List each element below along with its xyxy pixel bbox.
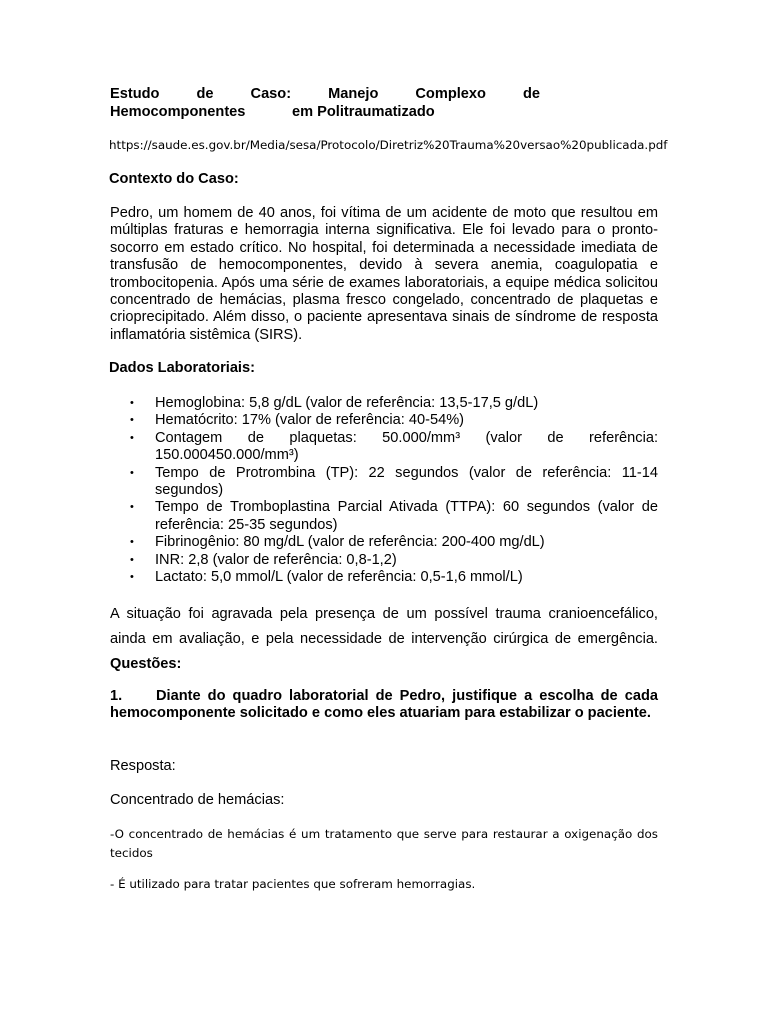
question-number: 1. [110, 688, 123, 704]
list-item [110, 465, 658, 500]
context-paragraph: Pedro, um homem de 40 anos, foi vítima de um acidente de moto que resultou em múltiplas fraturas e hemorragia interna significativa. Ele foi levado para o pronto-socorro em estado crítico. No hospital, foi determinada a necessidade imediata de transfusão de hemocomponentes, devido à severa anemia, coagulopatia e trombocitopenia. Após uma série de exames laboratoriais, a equipe médica solicitou concentrado de hemácias, plasma fresco congelado, concentrado de plaquetas e crioprecipitado. Além disso, o paciente apresentava sinais de síndrome de resposta inflamatória sistêmica (SIRS). [110, 205, 658, 343]
list-item [110, 552, 658, 569]
title-word: Estudo [110, 86, 160, 102]
title-line-2 [110, 104, 450, 122]
answer-note-2: - É utilizado para tratar pacientes que sofreram hemorragias. [110, 877, 476, 891]
title-word: Hemocomponentes [110, 103, 246, 120]
list-item-text: Hemoglobina: 5,8 g/dL (valor de referência: 13,5-17,5 g/dL) [155, 395, 539, 411]
title-word: Manejo [328, 86, 379, 102]
list-item [110, 395, 658, 412]
list-item-text: Contagem de plaquetas: 50.000/mm³ (valor de referência: 150.000450.000/mm³) [155, 429, 658, 464]
title-word: de [522, 86, 540, 102]
list-item [110, 412, 658, 429]
bullet-icon: • [130, 431, 134, 444]
title-line-1 [110, 86, 540, 104]
list-item [110, 534, 658, 551]
title-word: Caso: [250, 86, 292, 102]
list-item-text: INR: 2,8 (valor de referência: 0,8-1,2) [155, 551, 397, 568]
situation-paragraph [110, 602, 658, 677]
title-word: de [196, 86, 214, 102]
bullet-icon: • [130, 466, 134, 479]
bullet-icon: • [130, 501, 134, 514]
list-item [110, 569, 658, 586]
question-1 [110, 688, 658, 723]
bullet-icon: • [130, 571, 134, 584]
title-word: em Politraumatizado [292, 103, 435, 120]
bullet-icon: • [130, 553, 134, 566]
list-item-text: Lactato: 5,0 mmol/L (valor de referência: 0,5-1,6 mmol/L) [155, 569, 523, 586]
title-word: Complexo [415, 86, 486, 102]
list-item [110, 499, 658, 534]
lab-results-list [110, 395, 658, 586]
lab-heading: Dados Laboratoriais: [109, 360, 255, 376]
question-text: Diante do quadro laboratorial de Pedro, justifique a escolha de cada hemocomponente solicitado e como eles atuariam para estabilizar o paciente. [110, 688, 658, 722]
list-item-text: Tempo de Tromboplastina Parcial Ativada (TTPA): 60 segundos (valor de referência: 25-35 segundos) [155, 499, 658, 533]
list-item-text: Hematócrito: 17% (valor de referência: 40-54%) [155, 412, 465, 429]
list-item-text: Tempo de Protrombina (TP): 22 segundos (valor de referência: 11-14 segundos) [155, 464, 658, 499]
context-heading: Contexto do Caso: [109, 171, 239, 187]
source-url-link[interactable]: https://saude.es.gov.br/Media/sesa/Protocolo/Diretriz%20Trauma%20versao%20publicada.pdf [109, 138, 668, 152]
concentrate-label: Concentrado de hemácias: [110, 792, 285, 808]
bullet-icon: • [130, 414, 134, 427]
questions-heading: Questões: [110, 656, 182, 672]
bullet-icon: • [130, 397, 134, 409]
answer-note-1: -O concentrado de hemácias é um tratamento que serve para restaurar a oxigenação dos tecidos [110, 827, 658, 860]
answer-label: Resposta: [110, 758, 176, 774]
situation-text: A situação foi agravada pela presença de um possível trauma cranioencefálico, ainda em avaliação, e pela necessidade de intervenção cirúrgica de emergência. [110, 606, 658, 647]
document-title [110, 86, 658, 121]
bullet-icon: • [130, 536, 134, 549]
list-item [110, 430, 658, 465]
list-item-text: Fibrinogênio: 80 mg/dL (valor de referência: 200-400 mg/dL) [155, 534, 545, 551]
